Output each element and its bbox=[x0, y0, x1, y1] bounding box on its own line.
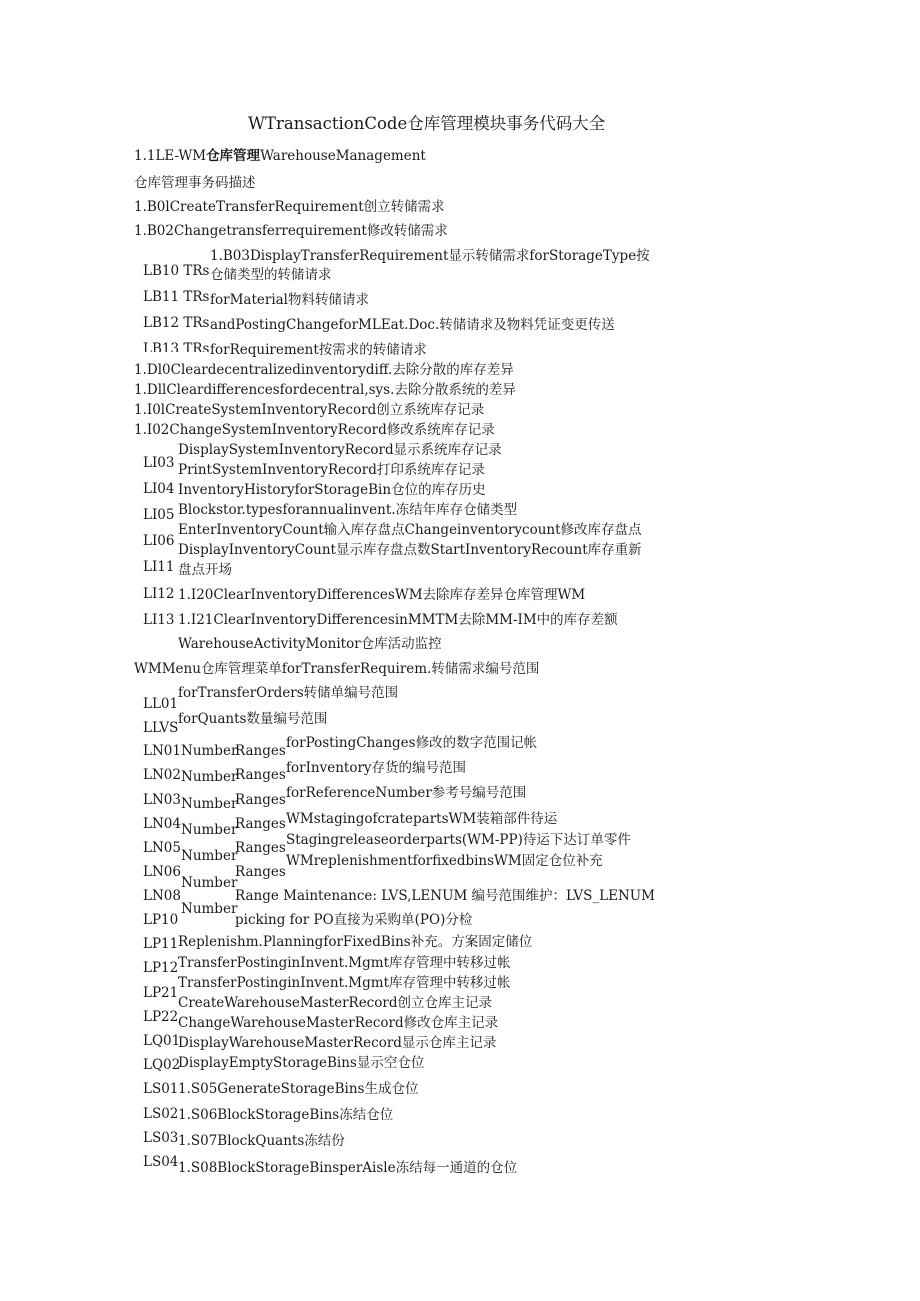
code-lq01: LQ01 bbox=[143, 1033, 181, 1049]
code-li13: LI13 bbox=[143, 612, 175, 628]
word-number: Number bbox=[181, 848, 238, 864]
line-staging-release: Stagingreleaseorderparts(WM-PP)待运下达订单零件 bbox=[286, 832, 631, 848]
line-wm-menu: WMMenu仓库管理菜单forTransferRequirem.转储需求编号范围 bbox=[134, 661, 540, 677]
line-b-requirement: forRequirement按需求的转储请求 bbox=[210, 342, 427, 358]
code-lq02: LQ02 bbox=[143, 1057, 181, 1073]
line-blockstor: Blockstor.typesforannualinvent.冻结年库存仓储类型 bbox=[178, 502, 518, 518]
line-b01: 1.B0lCreateTransferRequirement创立转储需求 bbox=[134, 199, 445, 215]
section-heading-bold: 仓库管理 bbox=[206, 148, 261, 164]
line-reference-number: forReferenceNumber参考号编号范围 bbox=[286, 785, 527, 801]
line-i20: 1.I20ClearInventoryDifferencesWM去除库存差异仓库管理WM bbox=[178, 587, 586, 603]
line-activity-monitor: WarehouseActivityMonitor仓库活动监控 bbox=[178, 636, 442, 652]
line-display-count: DisplayInventoryCount显示库存盘点数StartInventoryRecount库存重新 bbox=[178, 542, 642, 558]
line-s08: 1.S08BlockStorageBinsperAisle冻结每一通道的仓位 bbox=[178, 1160, 518, 1176]
line-d10: 1.Dl0Cleardecentralizedinventorydiff.去除分散的库存差异 bbox=[134, 362, 514, 378]
page-title: WTransactionCode仓库管理模块事务代码大全 bbox=[248, 114, 606, 133]
code-ls02: LS02 bbox=[143, 1106, 179, 1122]
line-transfer-posting-1: TransferPostinginInvent.Mgmt库存管理中转移过帐 bbox=[178, 955, 511, 971]
word-number: Number bbox=[181, 901, 238, 917]
code-li11: LI11 bbox=[143, 559, 175, 575]
word-number: Number bbox=[181, 822, 238, 838]
section-heading-suffix: WarehouseManagement bbox=[260, 148, 426, 164]
word-number: Number bbox=[181, 875, 238, 891]
line-i02: 1.I02ChangeSystemInventoryRecord修改系统库存记录 bbox=[134, 422, 495, 438]
code-lp21: LP21 bbox=[143, 985, 179, 1001]
code-ln06: LN06 bbox=[143, 864, 181, 880]
code-ln08: LN08 bbox=[143, 888, 181, 904]
code-ln01: LN01 bbox=[143, 743, 181, 759]
code-lp12: LP12 bbox=[143, 960, 179, 976]
word-ranges: Ranges bbox=[235, 840, 286, 856]
line-posting-changes: forPostingChanges修改的数字范围记帐 bbox=[286, 735, 538, 751]
code-lp10: LP10 bbox=[143, 912, 179, 928]
line-range-maintenance: Range Maintenance: LVS,LENUM 编号范围维护：LVS_LENUM bbox=[235, 888, 656, 904]
section-heading bbox=[134, 148, 426, 164]
word-number: Number bbox=[181, 796, 238, 812]
word-number: Number bbox=[181, 769, 238, 785]
line-d11: 1.DllCleardifferencesfordecentral,sys.去除分散系统的差异 bbox=[134, 382, 516, 398]
line-display-warehouse: DisplayWarehouseMasterRecord显示仓库主记录 bbox=[178, 1035, 497, 1051]
line-display-sys: DisplaySystemInventoryRecord显示系统库存记录 bbox=[178, 442, 502, 458]
line-b-posting: andPostingChangeforMLEat.Doc.转储请求及物料凭证变更传送 bbox=[210, 317, 615, 333]
line-change-warehouse: ChangeWarehouseMasterRecord修改仓库主记录 bbox=[178, 1015, 499, 1031]
line-s07: 1.S07BlockQuants冻结份 bbox=[178, 1133, 345, 1149]
line-display-empty-bins: DisplayEmptyStorageBins显示空仓位 bbox=[178, 1055, 425, 1071]
line-inv-history: InventoryHistoryforStorageBin仓位的库存历史 bbox=[178, 482, 486, 498]
code-llvs: LLVS bbox=[143, 720, 179, 736]
line-display-count-cont: 盘点开场 bbox=[178, 562, 232, 578]
line-b03-cont: 仓储类型的转储请求 bbox=[210, 267, 332, 283]
code-lb11: LB11 TRs bbox=[143, 289, 210, 305]
code-li06: LI06 bbox=[143, 533, 175, 549]
code-ln05: LN05 bbox=[143, 840, 181, 856]
line-s06: 1.S06BlockStorageBins冻结仓位 bbox=[178, 1107, 394, 1123]
line-transfer-posting-2: TransferPostinginInvent.Mgmt库存管理中转移过帐 bbox=[178, 975, 511, 991]
code-li12: LI12 bbox=[143, 586, 175, 602]
line-b03: 1.B03DisplayTransferRequirement显示转储需求forStorageType按 bbox=[210, 248, 650, 264]
line-replenishment-plan: Replenishm.PlanningforFixedBins补充。方案固定储位 bbox=[178, 934, 533, 950]
word-ranges: Ranges bbox=[235, 864, 286, 880]
section-heading-prefix: 1.1LE-WM bbox=[134, 148, 207, 164]
code-lb13: LB13 TRs bbox=[143, 341, 210, 352]
word-ranges: Ranges bbox=[235, 792, 286, 808]
word-ranges: Ranges bbox=[235, 767, 286, 783]
line-inventory-range: forInventory存货的编号范围 bbox=[286, 760, 467, 776]
code-li03: LI03 bbox=[143, 455, 175, 471]
line-i21: 1.I21ClearInventoryDifferencesinMMTM去除MM-IM中的库存差额 bbox=[178, 612, 618, 628]
word-ranges: Ranges bbox=[235, 816, 286, 832]
line-picking-po: picking for PO直接为采购单(PO)分检 bbox=[235, 912, 473, 928]
line-wm-replenishment: WMreplenishmentforfixedbinsWM固定仓位补充 bbox=[286, 853, 603, 869]
code-ls04: LS04 bbox=[143, 1154, 179, 1170]
word-ranges: Ranges bbox=[235, 743, 286, 759]
code-lb10: LB10 TRs bbox=[143, 263, 210, 279]
code-li05: LI05 bbox=[143, 507, 175, 523]
code-ls01: LS01 bbox=[143, 1081, 179, 1097]
line-enter-count: EnterInventoryCount输入库存盘点Changeinventorycount修改库存盘点 bbox=[178, 522, 642, 538]
word-number: Number bbox=[181, 743, 238, 759]
code-ln02: LN02 bbox=[143, 767, 181, 783]
code-lp22: LP22 bbox=[143, 1009, 179, 1025]
line-s05: 1.S05GenerateStorageBins生成仓位 bbox=[178, 1081, 419, 1097]
line-b-material: forMaterial物料转储请求 bbox=[210, 292, 370, 308]
line-wm-staging: WMstagingofcratepartsWM装箱部件待运 bbox=[286, 811, 558, 827]
code-lb12: LB12 TRs bbox=[143, 315, 210, 331]
line-to-range: forTransferOrders转储单编号范围 bbox=[178, 685, 399, 701]
line-print-sys: PrintSystemInventoryRecord打印系统库存记录 bbox=[178, 462, 485, 478]
code-ls03: LS03 bbox=[143, 1130, 179, 1146]
line-create-warehouse: CreateWarehouseMasterRecord创立仓库主记录 bbox=[178, 995, 492, 1011]
code-ll01: LL01 bbox=[143, 696, 179, 712]
line-i01: 1.I0lCreateSystemInventoryRecord创立系统库存记录 bbox=[134, 402, 485, 418]
line-b02: 1.B02Changetransferrequirement修改转储需求 bbox=[134, 223, 448, 239]
code-ln04: LN04 bbox=[143, 816, 181, 832]
code-li04: LI04 bbox=[143, 481, 175, 497]
code-ln03: LN03 bbox=[143, 792, 181, 808]
code-lp11: LP11 bbox=[143, 936, 179, 952]
line-quant-range: forQuants数量编号范围 bbox=[178, 711, 328, 727]
section-subheading: 仓库管理事务码描述 bbox=[134, 175, 256, 191]
